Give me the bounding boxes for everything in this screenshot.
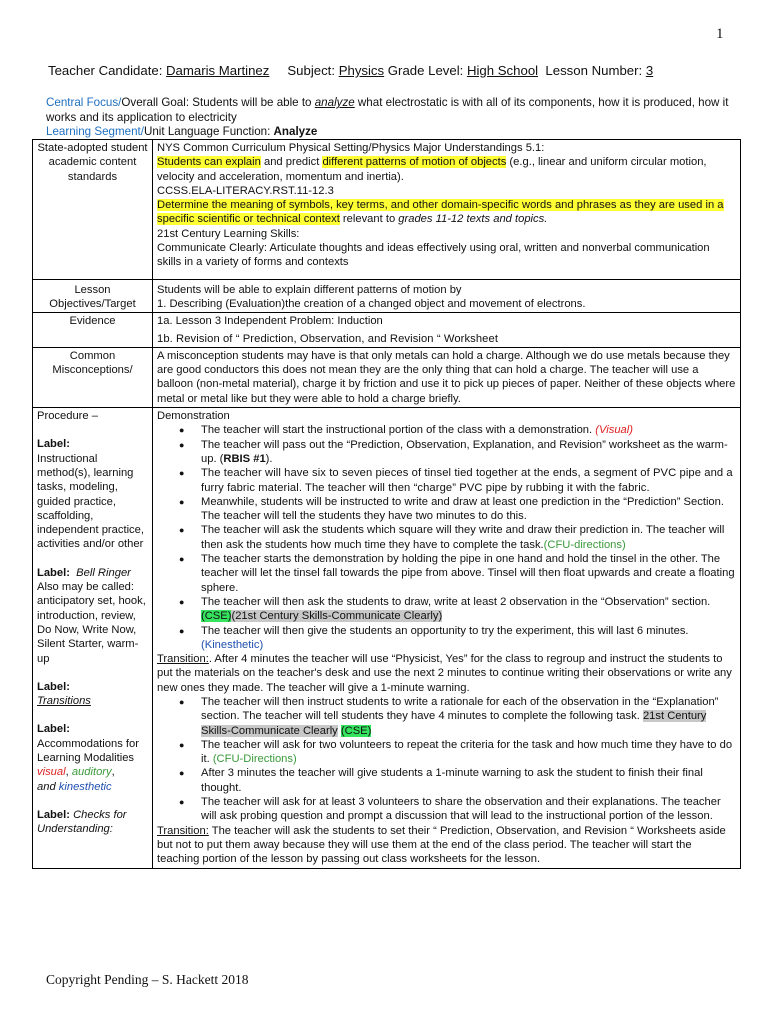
page-number: 1 [716,26,724,42]
central-focus [46,96,746,140]
objectives-row [33,279,741,313]
learning-segment-function: Analyze [273,125,318,138]
label-2-text: Also may be called: anticipatory set, hook, introduction, review, Do Now, Write Now, Silent Starter, warm-up [37,581,146,665]
central-focus-label: Central Focus/ [46,96,122,109]
objectives-content [153,279,741,313]
demonstration-heading: Demonstration [157,410,230,423]
communicate-clearly: Communicate Clearly: Articulate thoughts and ideas effectively using oral, written and nonverbal communication skills in a variety of forms and contexts [157,242,710,269]
standards-content [153,140,741,280]
misconceptions-content: A misconception students may have is that only metals can hold a charge. Although we do use metals because they are good conductors this does not mean they are the only thing that can hold a charge. The teacher will use a balloon (non-metal material), charge it by friction and use it to pick up pieces of paper. Neither of these objects where metal or metal like but they were able to hold a charge briefly. [153,347,741,407]
evidence-content [153,313,741,348]
procedure-title: Procedure – [37,410,98,423]
label-3: Label: [37,680,70,693]
analyze-term: analyze [314,96,355,109]
list-item: ● After 3 minutes the teacher will give students a 1-minute warning to ask the student to finish their final thought. [201,766,736,795]
standards-line1: NYS Common Curriculum Physical Setting/Physics Major Understandings 5.1: [157,142,545,154]
grade-value: High School [466,63,539,78]
list-item: ● The teacher will start the instructional portion of the class with a demonstration. (Visual) [201,423,736,437]
misconceptions-row [33,347,741,407]
central-focus-text-rest: what electrostatic is with all of its components, how it is produced, how it works and its application to electricity [46,96,729,124]
objectives-label: Lesson Objectives/Target [33,279,153,313]
grade-label: Grade Level: [384,63,467,78]
procedure-left: Procedure – Label: Instructional method(s), learning tasks, modeling, guided practice, scaffolding, independent practice, activities and/or other Label: Bell Ringer Also may be called: anticipatory set, hook, introduction, review, Do Now, Write Now, Silent Starter, warm-up Label: Transitions Label: Accommodations for Learning Modalities visual, auditory, and kinesthetic Label: Checks for Understanding: [33,408,153,869]
subject-label: Subject: [287,63,339,78]
list-item: ● The teacher will ask the students which square will they write and draw their prediction in. The teacher will then ask the students how much time they have to complete the task.(CFU-directions) [201,523,736,552]
learning-segment-label: Learning Segment/ [46,125,144,138]
evidence-a: 1a. Lesson 3 Independent Problem: Induction [157,315,383,328]
evidence-b: 1b. Revision of “ Prediction, Observation, and Revision “ Worksheet [157,332,499,345]
list-item: ● The teacher will ask for at least 3 volunteers to share the observation and their explanations. The teacher will ask probing question and prompt a discussion that will lead to the instructional portion of the lesson. [201,795,736,824]
list-item: ● The teacher will then give the students an opportunity to try the experiment, this will last 6 minutes. (Kinesthetic) [201,624,736,653]
list-item: ● The teacher starts the demonstration by holding the pipe in one hand and hold the tinsel in the other. The teacher will let the tinsel fall towards the pipe from above. Tinsel will then float upwards and create a floating sphere. [201,552,736,595]
transition-2: Transition: The teacher will ask the students to set their “ Prediction, Observation, and Revision “ Worksheets aside but not to put them away because they will use them at the end of the class period. The teacher will start the teaching portion of the lesson by passing out class worksheets for the lesson. [157,824,726,866]
subject-value: Physics [338,63,385,78]
learning-segment-text: Unit Language Function: [143,125,274,138]
label-1-text: Instructional method(s), learning tasks, modeling, guided practice, scaffolding, independent practice, activities and/or other [37,452,144,551]
central-focus-text: Overall Goal: Students will be able to [121,96,315,109]
standards-label: State-adopted student academic content standards [33,140,153,280]
modality-visual: visual [37,766,66,779]
label-1: Label: [37,438,70,451]
century-skills-heading: 21st Century Learning Skills: [157,227,300,240]
list-item: ● Meanwhile, students will be instructed to write and draw at least one prediction in the “Prediction” Section. The teacher will tell the students they have two minutes to do this. [201,495,736,524]
list-item: ● The teacher will ask for two volunteers to repeat the criteria for the task and how much time they have to do it. (CFU-Directions) [201,738,736,767]
evidence-label: Evidence [33,313,153,348]
copyright-footer: Copyright Pending – S. Hackett 2018 [46,972,249,987]
lesson-header [48,63,748,78]
misconceptions-label: Common Misconceptions/ [33,347,153,407]
checks-label: Checks for Understanding: [37,808,127,836]
list-item: ● The teacher will pass out the “Prediction, Observation, Explanation, and Revision” worksheet as the warm-up. (RBIS #1). [201,438,736,467]
procedure-content [153,408,741,869]
procedure-list-1 [157,423,736,652]
label-2: Label: [37,566,70,579]
lesson-label: Lesson Number: [538,63,646,78]
lesson-value: 3 [645,63,654,78]
objectives-line1: Students will be able to explain different patterns of motion by [157,283,462,296]
list-item: ● The teacher will then instruct students to write a rationale for each of the observation in the “Explanation” section. The teacher will tell students they have 4 minutes to complete the following task. 21st Century Skills-Communicate Clearly (CSE) [201,695,736,738]
ccss-code: CCSS.ELA-LITERACY.RST.11-12.3 [157,184,334,197]
list-item: ● The teacher will then ask the students to draw, write at least 2 observation in the “Observation” section. (CSE)(21st Century Skills-Communicate Clearly) [201,595,736,624]
standards-row [33,140,741,280]
modality-auditory: auditory [71,766,112,779]
evidence-row [33,313,741,348]
standards-determine: Determine the meaning of symbols, key terms, and other domain-specific words and phrases as they are used in a specific scientific or technical context relevant to grades 11-12 texts and topics. [157,199,724,226]
procedure-list-2 [157,695,736,824]
transitions-label: Transitions [37,695,91,708]
label-4: Label: [37,723,70,736]
modality-kinesthetic: kinesthetic [58,780,112,793]
lesson-plan-table [32,139,741,869]
procedure-row [33,408,741,869]
label-4-text: Accommodations for Learning Modalities [37,737,139,764]
teacher-name: Damaris Martinez [166,63,270,78]
standards-explain: Students can explain and predict different patterns of motion of objects (e.g., linear and uniform circular motion, velocity and acceleration, momentum and inertia). [157,156,707,183]
label-5: Label: [37,808,70,821]
teacher-label: Teacher Candidate: [48,63,167,78]
transition-1: Transition:. After 4 minutes the teacher will use “Physicist, Yes” for the class to regroup and instruct the students to put the materials on the teacher's desk and use the next 2 minutes to continue writing their observations or write any new ones they made. The teacher will give a 1-minute warning. [157,653,732,694]
objectives-line2: 1. Describing (Evaluation)the creation of a changed object and movement of electrons. [157,297,586,310]
bell-ringer: Bell Ringer [76,566,131,579]
list-item: ● The teacher will have six to seven pieces of tinsel tied together at the ends, a segment of PVC pipe and a furry fabric material. The teacher will then “charge” PVC pipe by rubbing it with the fabric. [201,466,736,495]
